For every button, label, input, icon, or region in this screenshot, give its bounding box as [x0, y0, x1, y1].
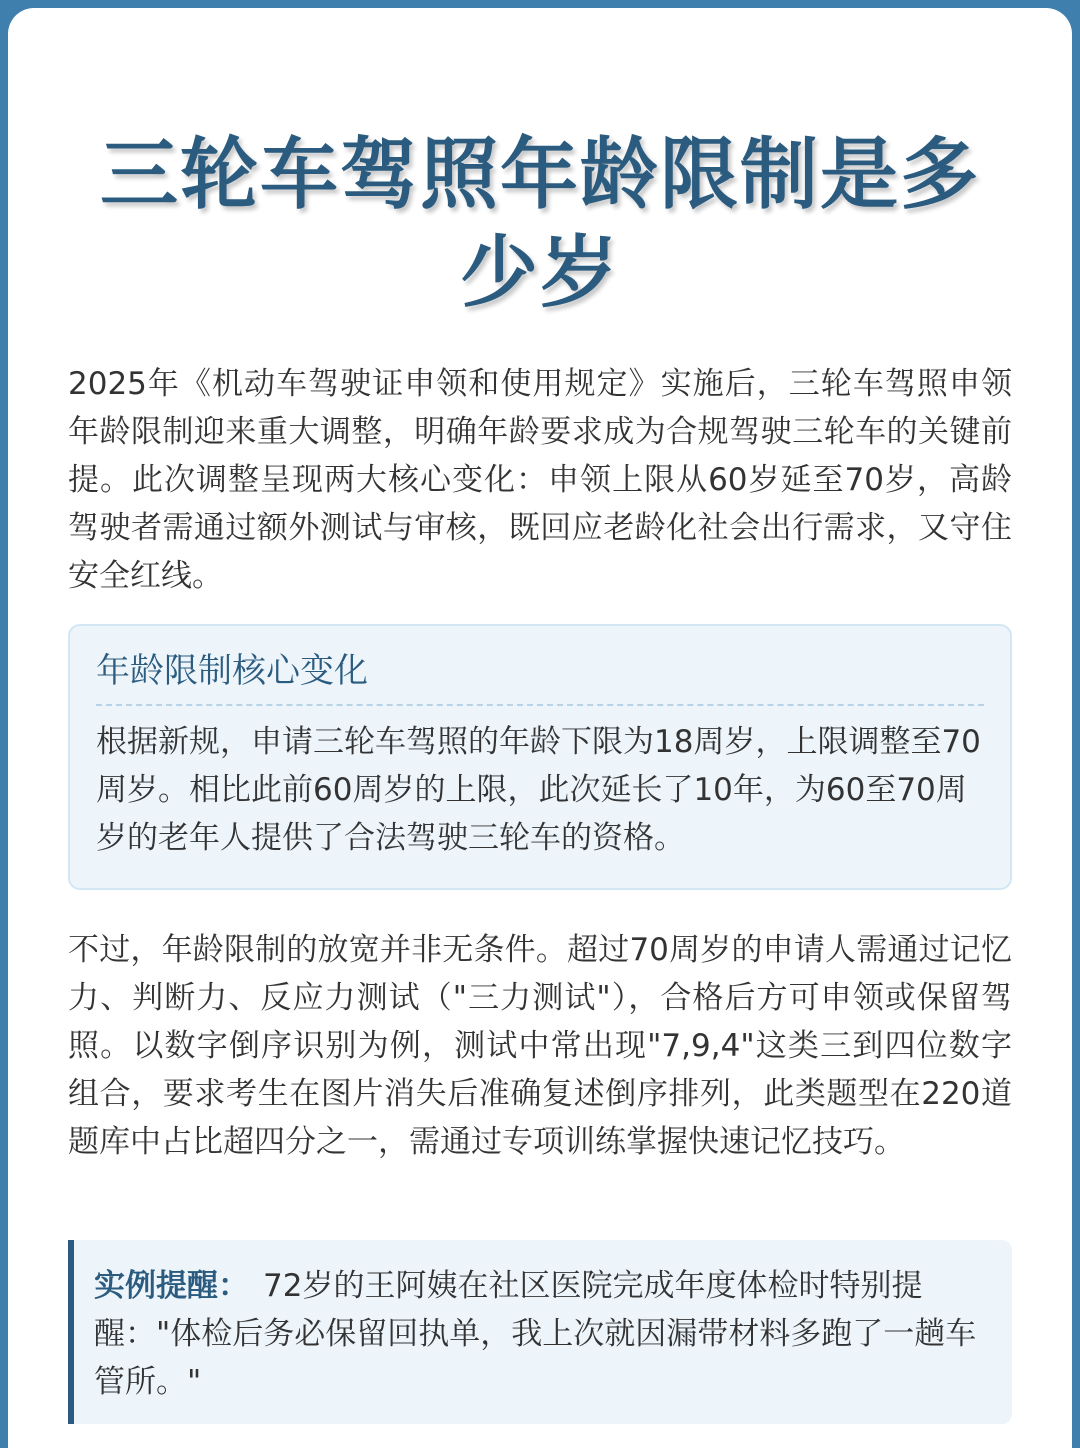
example-callout [68, 1240, 1012, 1424]
info-card [68, 624, 1012, 890]
info-card-title: 年龄限制核心变化 [96, 648, 984, 706]
article-title: 三轮车驾照年龄限制是多少岁 [99, 130, 980, 318]
example-text: 72岁的王阿姨在社区医院完成年度体检时特别提醒："体检后务必保留回执单，我上次就因漏带材料多跑了一趟车管所。" [94, 1268, 977, 1400]
example-label: 实例提醒： [94, 1268, 249, 1304]
article-page [8, 8, 1072, 1448]
body-paragraph: 不过，年龄限制的放宽并非无条件。超过70周岁的申请人需通过记忆力、判断力、反应力测试（"三力测试"），合格后方可申领或保留驾照。以数字倒序识别为例，测试中常出现"7,9,4"这类三到四位数字组合，要求考生在图片消失后准确复述倒序排列，此类题型在220道题库中占比超四分之一，需通过专项训练掌握快速记忆技巧。 [68, 932, 1012, 1160]
info-card-text: 根据新规，申请三轮车驾照的年龄下限为18周岁，上限调整至70周岁。相比此前60周岁的上限，此次延长了10年，为60至70周岁的老年人提供了合法驾驶三轮车的资格。 [96, 724, 981, 856]
intro-paragraph: 2025年《机动车驾驶证申领和使用规定》实施后，三轮车驾照申领年龄限制迎来重大调整，明确年龄要求成为合规驾驶三轮车的关键前提。此次调整呈现两大核心变化：申领上限从60岁延至70岁，高龄驾驶者需通过额外测试与审核，既回应老龄化社会出行需求，又守住安全红线。 [68, 366, 1012, 594]
